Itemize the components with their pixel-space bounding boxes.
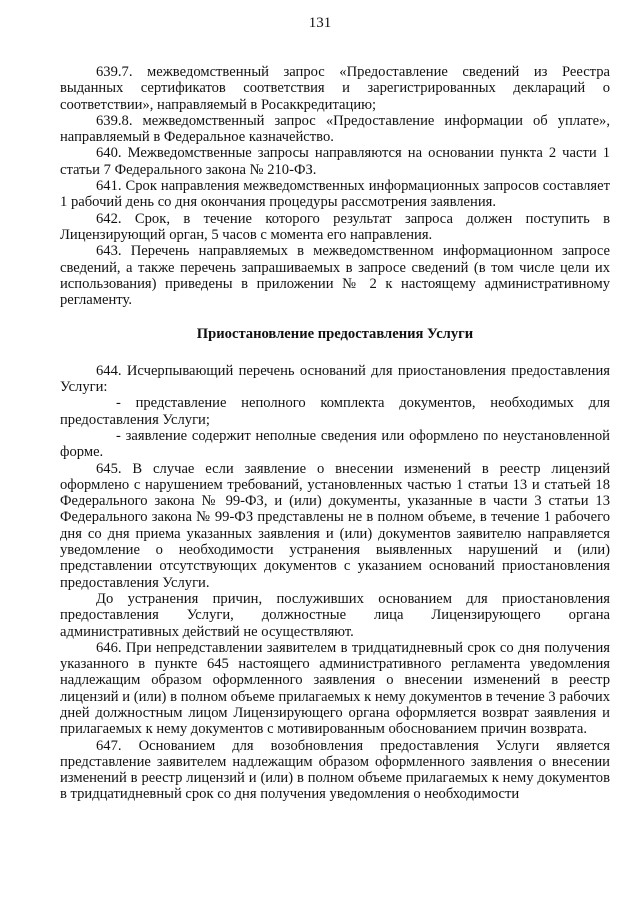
paragraph-p643: 643. Перечень направляемых в межведомственном информационном запросе сведений, а также перечень запрашиваемых в запросе сведений (в том числе цели их использования) приведены в приложении № 2 к настоящему административному регламенту. xyxy=(60,243,610,309)
paragraph-p647: 647. Основанием для возобновления предоставления Услуги является представление заявителем надлежащим образом оформленного заявления о внесении изменений в реестр лицензий и (или) в полном объеме прилагаемых к нему документов в тридцатидневный срок со дня получения уведомления о необходимости xyxy=(60,737,610,803)
paragraph-p639-7: 639.7. межведомственный запрос «Предоставление сведений из Реестра выданных сертификатов соответствия и зарегистрированных деклараций о соответствии», направляемый в Росаккредитацию; xyxy=(60,64,610,113)
paragraph-p646: 646. При непредставлении заявителем в тридцатидневный срок со дня получения указанного в пункте 645 настоящего административного регламента уведомления надлежащим образом оформленного заявления о внесении изменений в реестр лицензий и (или) в полном объеме прилагаемых к нему документов в течение 3 рабочих дней должностным лицом Лицензирующего органа оформляется возврат заявления и прилагаемых к нему документов с мотивированным обоснованием причин возврата. xyxy=(60,639,610,738)
paragraph-p644-a: - представление неполного комплекта документов, необходимых для предоставления Услуги; xyxy=(60,395,610,428)
document-body xyxy=(60,64,610,803)
section-heading: Приостановление предоставления Услуги xyxy=(196,326,474,343)
page-number: 131 xyxy=(308,15,332,31)
paragraph-p645: 645. В случае если заявление о внесении изменений в реестр лицензий оформлено с нарушением требований, установленных частью 1 статьи 13 и статьей 18 Федерального закона № 99-ФЗ, и (или) документы, указанные в части 3 статьи 13 Федерального закона № 99-ФЗ представлены не в полном объеме, в течение 1 рабочего дня со дня приема указанных заявления и (или) документов заявителю направляется уведомление о необходимости устранения выявленных нарушений и (или) представлении отсутствующих документов с указанием оснований приостановления предоставления Услуги. xyxy=(60,460,610,591)
paragraph-p640: 640. Межведомственные запросы направляются на основании пункта 2 части 1 статьи 7 Федерального закона № 210-ФЗ. xyxy=(60,145,610,178)
paragraphs-before xyxy=(60,64,610,308)
paragraph-p639-8: 639.8. межведомственный запрос «Предоставление информации об уплате», направляемый в Федеральное казначейство. xyxy=(60,112,610,146)
paragraphs-after xyxy=(60,363,610,803)
paragraph-p641: 641. Срок направления межведомственных информационных запросов составляет 1 рабочий день со дня окончания процедуры рассмотрения заявления. xyxy=(60,178,610,211)
paragraph-p645-b: До устранения причин, послуживших основанием для приостановления предоставления Услуги, должностные лица Лицензирующего органа административных действий не осуществляют. xyxy=(60,590,610,640)
paragraph-p642: 642. Срок, в течение которого результат запроса должен поступить в Лицензирующий орган, 5 часов с момента его направления. xyxy=(60,210,610,243)
paragraph-p644-b: - заявление содержит неполные сведения или оформлено по неустановленной форме. xyxy=(60,427,610,461)
paragraph-p644: 644. Исчерпывающий перечень оснований для приостановления предоставления Услуги: xyxy=(60,362,610,396)
